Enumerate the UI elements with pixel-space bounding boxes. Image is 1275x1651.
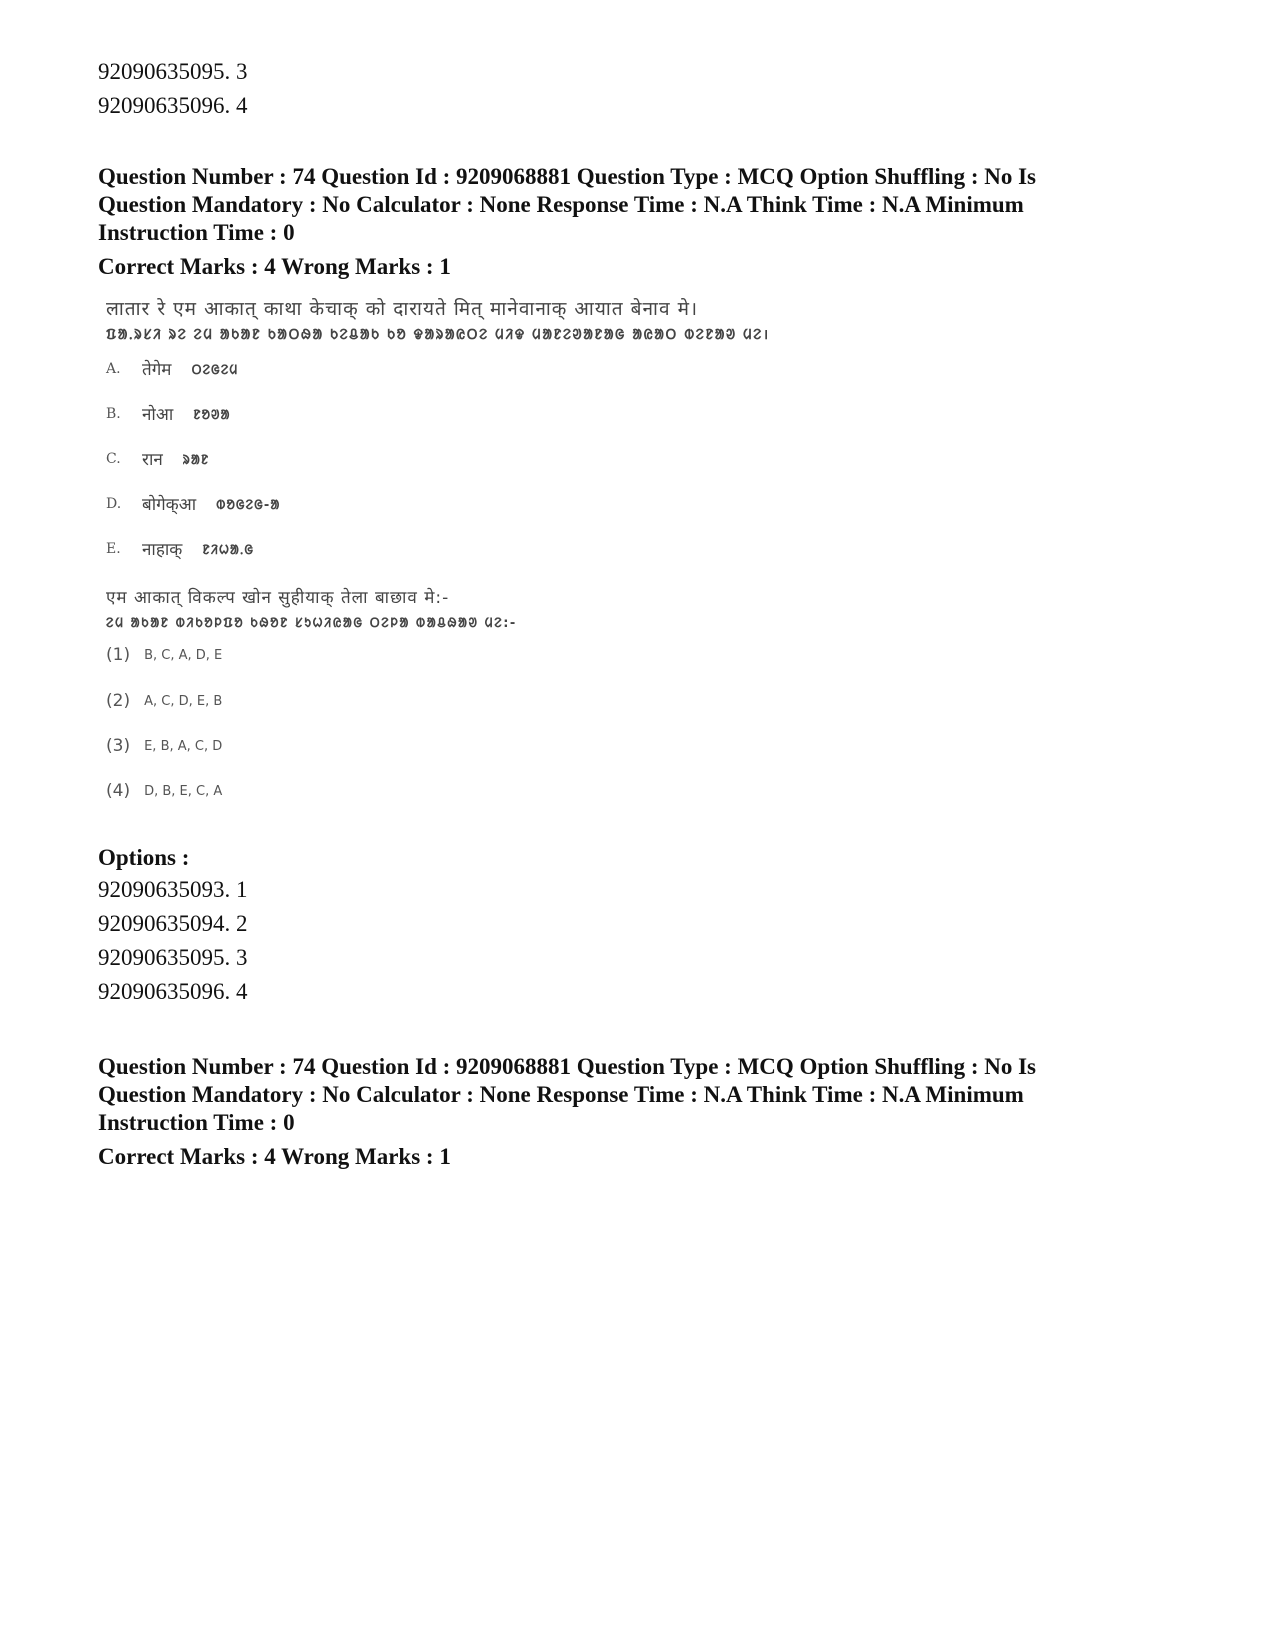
prompt-olchiki: ᱮᱢ ᱟᱠᱟᱱ ᱵᱤᱠᱚᱞᱯᱚ ᱠᱷᱚᱱ ᱥᱩᱦᱤᱭᱟᱜ ᱛᱮᱞᱟ ᱵᱟᱪᱷᱟᱣ ᱢᱮ:-: [106, 616, 517, 631]
choice-sequence: B, C, A, D, E: [144, 647, 223, 663]
item-row: [106, 492, 280, 515]
option-line: 92090635093. 1: [98, 877, 248, 902]
document-page: [98, 55, 1178, 1171]
question-header-line: Instruction Time : 0: [98, 1110, 295, 1135]
item-hindi: रान: [142, 450, 163, 470]
prompt-hindi: एम आकात् विकल्प खोन सुहीयाक् तेला बाछाव मे:-: [106, 588, 450, 608]
choice-sequence: D, B, E, C, A: [144, 783, 223, 799]
choice-row: [106, 691, 222, 711]
item-olchiki: ᱨᱟᱱ: [182, 452, 210, 468]
item-olchiki: ᱱᱤᱦᱟᱹᱜ: [202, 542, 255, 558]
item-hindi: नोआ: [142, 405, 174, 425]
choice-number: (2): [106, 691, 131, 711]
item-row: [106, 447, 209, 470]
choice-sequence: E, B, A, C, D: [144, 738, 223, 754]
item-row: [106, 537, 254, 560]
question-stem-hindi: लातार रे एम आकात् काथा केचाक् को दारायते मित् मानेवानाक् आयात बेनाव मे।: [106, 298, 699, 320]
option-line: 92090635094. 2: [98, 911, 248, 936]
item-olchiki: ᱛᱮᱜᱮᱢ: [191, 362, 239, 378]
choice-row: [106, 781, 222, 801]
question-header-line: Question Number : 74 Question Id : 9209068881 Question Type : MCQ Option Shuffling : No Is: [98, 1054, 1037, 1079]
choice-sequence: A, C, D, E, B: [144, 693, 223, 709]
choice-number: (1): [106, 645, 131, 665]
item-olchiki: ᱵᱚᱜᱮᱜ-ᱟ: [216, 497, 281, 513]
item-olchiki: ᱱᱚᱣᱟ: [193, 407, 231, 423]
choice-row: [106, 736, 222, 756]
item-row: [106, 357, 238, 380]
question-block: [98, 1053, 1178, 1171]
item-hindi: नाहाक्: [142, 540, 183, 560]
item-label: B.: [106, 405, 121, 422]
choice-row: [106, 645, 222, 665]
item-hindi: तेगेम: [142, 360, 172, 380]
choice-number: (4): [106, 781, 131, 801]
item-label: D.: [106, 495, 122, 512]
question-stem-olchiki: ᱯᱟᱹᱨᱥᱤ ᱨᱮ ᱮᱢ ᱟᱠᱟᱱ ᱠᱟᱛᱷᱟ ᱠᱮᱪᱟᱠ ᱠᱚ ᱫᱟᱨᱟᱭᱛᱮ ᱢᱤᱫ ᱢᱟᱱᱮᱣᱟᱱᱟᱜ ᱟᱭᱟᱛ ᱵᱮᱱᱟᱣ ᱢᱮ।: [106, 327, 770, 343]
marks-line: Correct Marks : 4 Wrong Marks : 1: [98, 254, 451, 279]
question-header-line: Instruction Time : 0: [98, 220, 295, 245]
question-header-line: Question Mandatory : No Calculator : None Response Time : N.A Think Time : N.A Minimum: [98, 1082, 1024, 1107]
option-line: 92090635096. 4: [98, 93, 248, 118]
item-hindi: बोगेक्आ: [142, 495, 197, 515]
item-label: E.: [106, 540, 121, 557]
marks-line: Correct Marks : 4 Wrong Marks : 1: [98, 1144, 451, 1169]
question-header-line: Question Number : 74 Question Id : 9209068881 Question Type : MCQ Option Shuffling : No Is: [98, 164, 1037, 189]
option-line: 92090635095. 3: [98, 945, 248, 970]
options-heading: Options :: [98, 845, 190, 870]
item-label: C.: [106, 450, 121, 467]
option-line: 92090635096. 4: [98, 979, 248, 1004]
question-image: [106, 295, 866, 835]
choice-number: (3): [106, 736, 131, 756]
item-label: A.: [106, 360, 121, 377]
option-line: 92090635095. 3: [98, 59, 248, 84]
question-header-line: Question Mandatory : No Calculator : None Response Time : N.A Think Time : N.A Minimum: [98, 192, 1024, 217]
question-block: [98, 163, 1178, 1009]
item-row: [106, 402, 231, 425]
